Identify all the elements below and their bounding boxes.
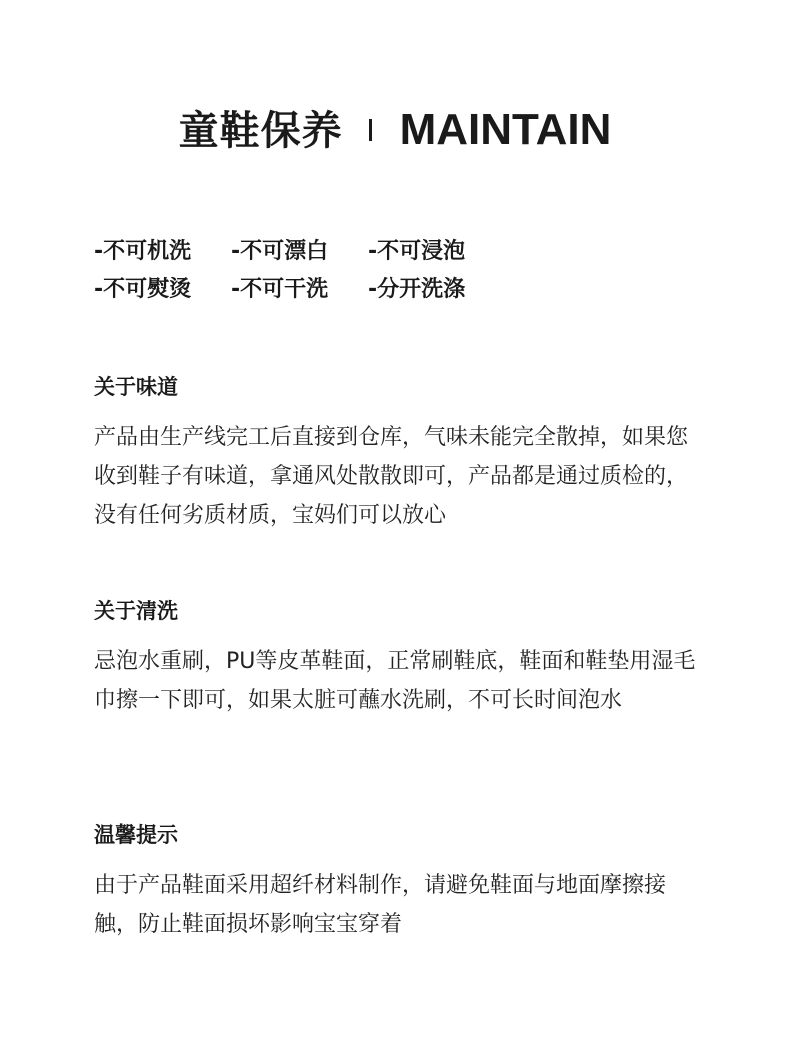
section-tips xyxy=(94,820,704,944)
title-chinese: 童鞋保养 xyxy=(178,108,343,154)
title-english: MAINTAIN xyxy=(399,105,612,154)
section-odor xyxy=(94,372,704,535)
care-item-wash-separately: -分开洗涤 xyxy=(368,277,466,302)
section-cleaning xyxy=(94,596,704,720)
section-heading: 关于清洗 xyxy=(94,599,178,623)
section-heading: 关于味道 xyxy=(94,375,178,399)
title-separator xyxy=(369,119,372,141)
section-body: 忌泡水重刷，PU等皮革鞋面，正常刷鞋底，鞋面和鞋垫用湿毛巾擦一下即可，如果太脏可蘸水洗刷，不可长时间泡水 xyxy=(94,649,696,713)
page-title xyxy=(0,102,790,159)
care-item-no-soak: -不可浸泡 xyxy=(368,239,466,264)
care-item-no-dry-clean: -不可干洗 xyxy=(231,277,329,302)
care-item-no-machine-wash: -不可机洗 xyxy=(94,239,192,264)
care-row-2 xyxy=(94,271,505,309)
section-body: 产品由生产线完工后直接到仓库，气味未能完全散掉，如果您收到鞋子有味道，拿通风处散散即可，产品都是通过质检的，没有任何劣质材质，宝妈们可以放心 xyxy=(94,425,689,528)
care-item-no-bleach: -不可漂白 xyxy=(231,239,329,264)
section-heading: 温馨提示 xyxy=(94,823,178,847)
care-instructions xyxy=(94,233,505,309)
care-row-1 xyxy=(94,233,505,271)
section-body: 由于产品鞋面采用超纤材料制作，请避免鞋面与地面摩擦接触，防止鞋面损坏影响宝宝穿着 xyxy=(94,873,667,937)
care-item-no-iron: -不可熨烫 xyxy=(94,277,192,302)
